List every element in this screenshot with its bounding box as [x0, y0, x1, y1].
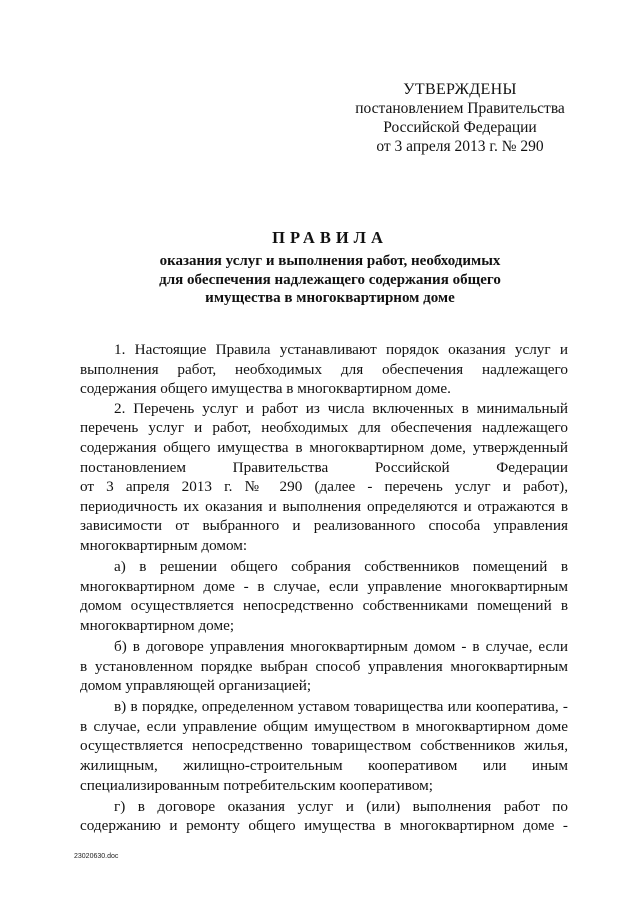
text-line: специализированным потребительским кооперативом; — [80, 776, 433, 794]
text-line: содержания общего имущества в многоквартирном доме, утвержденный — [80, 438, 568, 456]
text-line: а) в решении общего собрания собственников помещений в — [114, 558, 568, 576]
text-line: г) в договоре оказания услуг и (или) выполнения работ по — [114, 797, 568, 815]
text-line: в случае, если управление общим имуществом в многоквартирном доме — [80, 717, 568, 735]
subtitle-line: оказания услуг и выполнения работ, необходимых — [159, 253, 501, 269]
subtitle-line: имущества в многоквартирном доме — [205, 290, 455, 306]
text-line: от 3 апреля 2013 г. № 290 (далее - перечень услуг и работ), — [80, 478, 568, 496]
approval-block — [340, 80, 580, 156]
text-line: постановлением Правительства Российской Федерации — [80, 458, 568, 476]
file-name-footer: 23020630.doc — [74, 853, 119, 860]
text-line: зависимости от выбранного и реализованного способа управления — [80, 517, 568, 535]
text-line: перечень услуг и работ, необходимых для обеспечения надлежащего — [80, 419, 568, 437]
text-line: содержания общего имущества в многоквартирном доме. — [80, 380, 451, 398]
approval-heading: УТВЕРЖДЕНЫ — [403, 81, 517, 98]
subparagraph-b — [80, 637, 568, 696]
text-line: в установленном порядке выбран способ управления многоквартирным — [80, 657, 568, 675]
text-line: содержанию и ремонту общего имущества в многоквартирном доме - — [80, 817, 568, 835]
text-line: многоквартирном доме - в случае, если управление многоквартирным — [80, 577, 568, 595]
text-line: периодичность их оказания и выполнения определяются и отражаются в — [80, 497, 568, 515]
text-line: 1. Настоящие Правила устанавливают порядок оказания услуг и — [114, 341, 568, 358]
paragraph-1 — [80, 340, 568, 399]
approval-line: Российской Федерации — [383, 119, 537, 136]
text-line: в) в порядке, определенном уставом товарищества или кооператива, - — [114, 698, 568, 716]
document-title: ПРАВИЛА — [272, 228, 388, 247]
text-line: выполнения работ, необходимых для обеспечения надлежащего — [80, 360, 568, 378]
subparagraph-a — [80, 557, 568, 635]
text-line: б) в договоре управления многоквартирным домом - в случае, если — [114, 637, 568, 655]
text-line: жилищным, жилищно-строительным кооперативом или иным — [80, 756, 568, 774]
text-line: многоквартирным домом: — [80, 536, 248, 554]
approval-line: от 3 апреля 2013 г. № 290 — [376, 138, 544, 155]
text-line: 2. Перечень услуг и работ из числа включенных в минимальный — [114, 399, 568, 417]
text-line: домом осуществляется непосредственно собственниками помещений в — [80, 597, 568, 615]
subparagraph-g — [80, 797, 568, 836]
text-line: осуществляется непосредственно товариществом собственников жилья, — [80, 737, 568, 755]
approval-line: постановлением Правительства — [355, 100, 565, 117]
paragraph-2 — [80, 399, 568, 556]
document-subtitle — [60, 252, 600, 308]
text-line: многоквартирном доме; — [80, 616, 235, 634]
subparagraph-v — [80, 697, 568, 795]
document-body — [80, 340, 568, 836]
subtitle-line: для обеспечения надлежащего содержания общего — [159, 271, 501, 288]
text-line: домом управляющей организацией; — [80, 677, 312, 695]
